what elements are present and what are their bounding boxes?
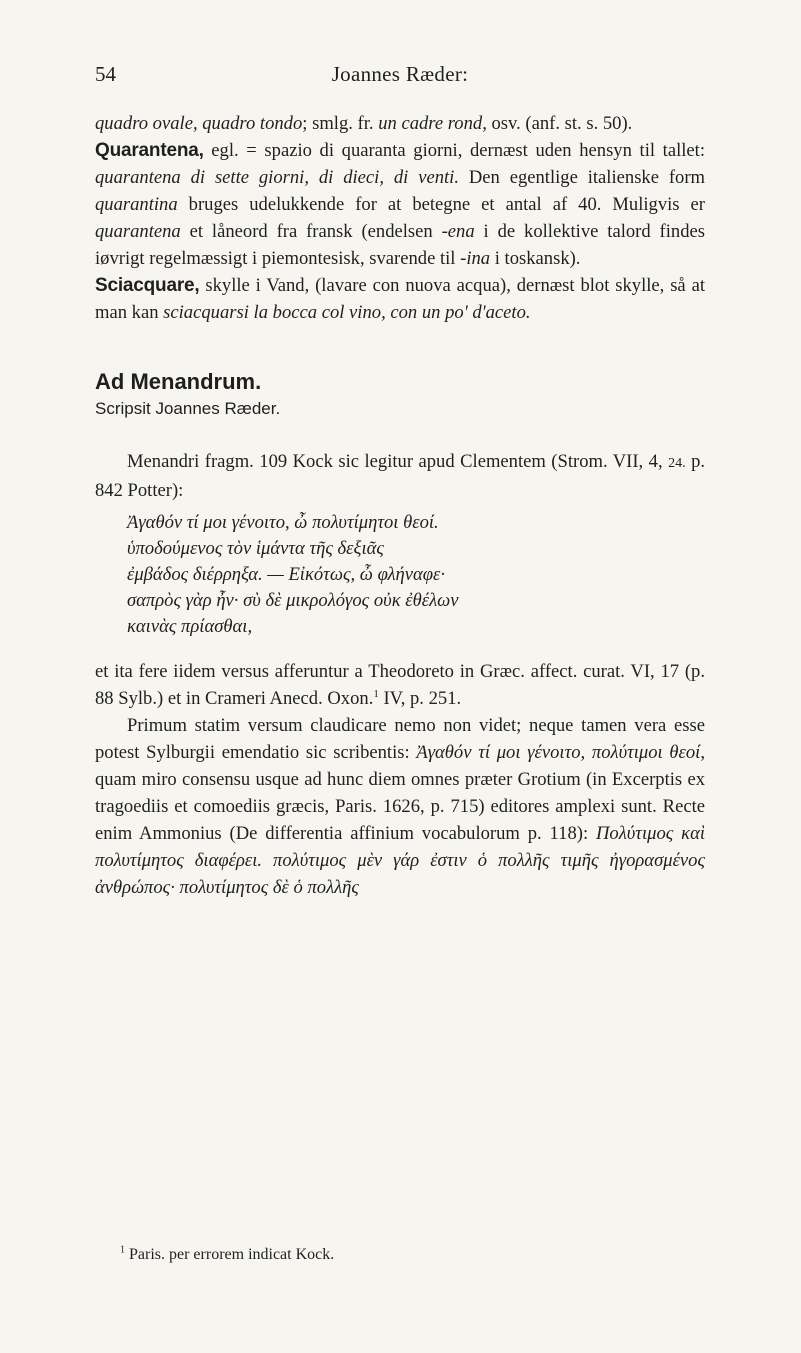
entry-quarantena: [95, 137, 705, 272]
text-span: egl. = spazio di quaranta giorni, dernæst uden hensyn til tallet:: [203, 140, 705, 161]
text-span: ; smlg. fr.: [302, 113, 379, 134]
footnote: [120, 1244, 334, 1266]
paragraph-theodoreto: [95, 658, 705, 712]
text-span: un cadre rond,: [378, 113, 487, 134]
running-title: Joannes Ræder:: [331, 62, 469, 86]
text-span: osv. (anf. st. s. 50).: [486, 113, 633, 134]
text-span: skylle i Vand, (lavare con nuova acqua), dernæst blot skylle, så at man kan: [95, 275, 705, 323]
footnote-marker[interactable]: 1: [373, 687, 379, 700]
paragraph-menandri: [95, 448, 705, 504]
text-span: quarantena: [95, 221, 181, 242]
footnote-number: 1: [120, 1244, 125, 1256]
article-title: Ad Menandrum.: [95, 369, 262, 394]
text-span: Menandri fragm. 109 Kock sic legitur apud Clementem (Strom. VII, 4,: [127, 451, 669, 472]
verse-line: καινὰς πρίασθαι,: [127, 616, 253, 637]
text-span: sciacquarsi la bocca col vino, con un po' d'aceto.: [163, 302, 531, 323]
text-span: et ita fere iidem versus afferuntur a Theodoreto in Græc. affect. curat. VI, 17 (p. 88 Sylb.) et in Crameri Anecd. Oxon.: [95, 661, 705, 709]
text-span: i de kollektive talord findes iøvrigt regelmæssigt i piemontesisk, svarende til: [95, 221, 705, 269]
text-span: quam miro consensu usque ad hunc diem omnes præter Grotium (in Excerptis ex tragoediis et comoediis græcis, Paris. 1626, p. 715) editores amplexi sunt. Recte enim Ammonius (De differentia affinium vocabulorum p. 118):: [95, 769, 705, 844]
text-span: et låneord fra fransk (endelsen: [180, 221, 442, 242]
verse-line: Ἀγαθόν τί μοι γένοιτο, ὦ πολυτίμητοι θεοί.: [127, 512, 439, 533]
lemma-quarantena: Quarantena,: [95, 140, 204, 161]
paragraph-quadro: [95, 110, 705, 137]
page-body: [95, 110, 705, 901]
text-span: IV, p. 251.: [378, 688, 462, 709]
paragraph-primum: [95, 712, 705, 901]
verse-line: ὑποδούμενος τὸν ἱμάντα τῆς δεξιᾶς: [127, 538, 384, 559]
entry-sciacquare: [95, 272, 705, 326]
text-span: -ina: [460, 248, 491, 269]
text-span: quarantena di sette giorni, di dieci, di venti.: [95, 167, 459, 188]
text-span: quadro ovale, quadro tondo: [95, 113, 303, 134]
text-span: Primum statim versum claudicare nemo non videt; neque tamen vera esse potest Sylburgii emendatio sic scribentis:: [95, 715, 705, 763]
text-span: bruges udelukkende for at betegne et antal af 40. Muligvis er: [177, 194, 705, 215]
text-span: Ἀγαθόν τί μοι γένοιτο, πολύτιμοι θεοί,: [416, 742, 705, 763]
text-span: p. 842 Potter):: [95, 451, 706, 501]
text-span: Πολύτιμος καὶ πολυτίμητος διαφέρει. πολύτιμος μὲν γάρ ἐστιν ὁ πολλῆς τιμῆς ἠγορασμένος ἀνθρώπος· πολυτίμητος δὲ ὁ πολλῆς: [95, 823, 706, 898]
text-span: Den egentlige italienske form: [458, 167, 705, 188]
greek-verse-block: [127, 510, 705, 640]
text-span: -ena: [441, 221, 475, 242]
text-span: quarantina: [95, 194, 178, 215]
verse-line: σαπρὸς γὰρ ἦν· σὺ δὲ μικρολόγος οὐκ ἐθέλων: [127, 590, 459, 611]
lemma-sciacquare: Sciacquare,: [95, 275, 200, 296]
text-span: 24.: [668, 456, 686, 471]
article-author: Scripsit Joannes Ræder.: [95, 399, 281, 418]
text-span: i toskansk).: [490, 248, 581, 269]
verse-line: ἐμβάδος διέρρηξα. — Εἰκότως, ὦ φλήναφε·: [127, 564, 446, 585]
page-number: 54: [95, 62, 116, 86]
running-header: [95, 62, 705, 92]
footnote-text: Paris. per errorem indicat Kock.: [125, 1246, 335, 1263]
